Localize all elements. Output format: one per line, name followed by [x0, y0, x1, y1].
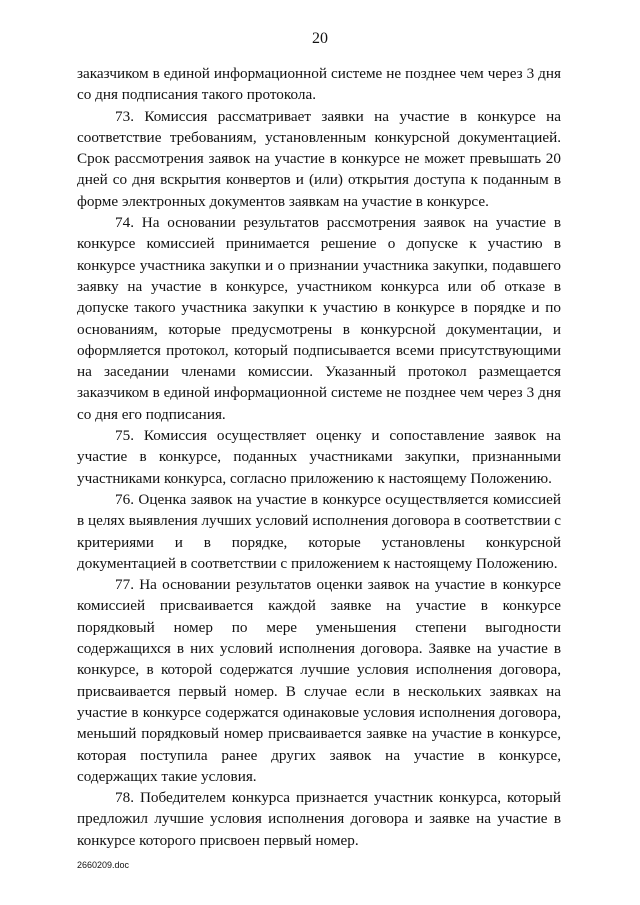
- document-body: [77, 63, 561, 851]
- paragraph-75: 75. Комиссия осуществляет оценку и сопоставление заявок на участие в конкурсе, поданных участниками закупки, признанными участниками конкурса, согласно приложению к настоящему Положению.: [77, 427, 561, 487]
- paragraph-77: 77. На основании результатов оценки заявок на участие в конкурсе комиссией присваивается каждой заявке на участие в конкурсе порядковый номер по мере уменьшения степени выгодности содержащихся в них условий исполнения договора. Заявке на участие в конкурсе, в которой содержатся лучшие условия исполнения договора, присваивается первый номер. В случае если в нескольких заявках на участие в конкурсе содержатся одинаковые условия исполнения договора, меньший порядковый номер присваивается заявке на участие в конкурсе, которая поступила ранее других заявок на участие в конкурсе, содержащих такие условия.: [77, 576, 561, 785]
- page-number: 20: [312, 30, 328, 47]
- paragraph-76: 76. Оценка заявок на участие в конкурсе осуществляется комиссией в целях выявления лучших условий исполнения договора в соответствии с критериями и в порядке, которые установлены конкурсной документацией в соответствии с приложением к настоящему Положению.: [77, 490, 561, 572]
- file-name-footer: 2660209.doc: [77, 860, 130, 870]
- paragraph-continuation: заказчиком в единой информационной системе не позднее чем через 3 дня со дня подписания такого протокола.: [77, 65, 561, 104]
- paragraph-73: 73. Комиссия рассматривает заявки на участие в конкурсе на соответствие требованиям, установленным конкурсной документацией. Срок рассмотрения заявок на участие в конкурсе не может превышать 20 дней со дня вскрытия конвертов и (или) открытия доступа к поданным в форме электронных документов заявкам на участие в конкурсе.: [77, 107, 561, 210]
- paragraph-78: 78. Победителем конкурса признается участник конкурса, который предложил лучшие условия исполнения договора и заявке на участие в конкурсе которого присвоен первый номер.: [77, 789, 561, 849]
- paragraph-74: 74. На основании результатов рассмотрения заявок на участие в конкурсе комиссией принимается решение о допуске к участию в конкурсе участника закупки и о признании участника закупки, подавшего заявку на участие в конкурсе, участником конкурса или об отказе в допуске такого участника закупки к участию в конкурсе в порядке и по основаниям, которые предусмотрены в конкурсной документации, и оформляется протокол, который подписывается всеми присутствующими на заседании членами комиссии. Указанный протокол размещается заказчиком в единой информационной системе не позднее чем через 3 дня со дня его подписания.: [77, 214, 561, 423]
